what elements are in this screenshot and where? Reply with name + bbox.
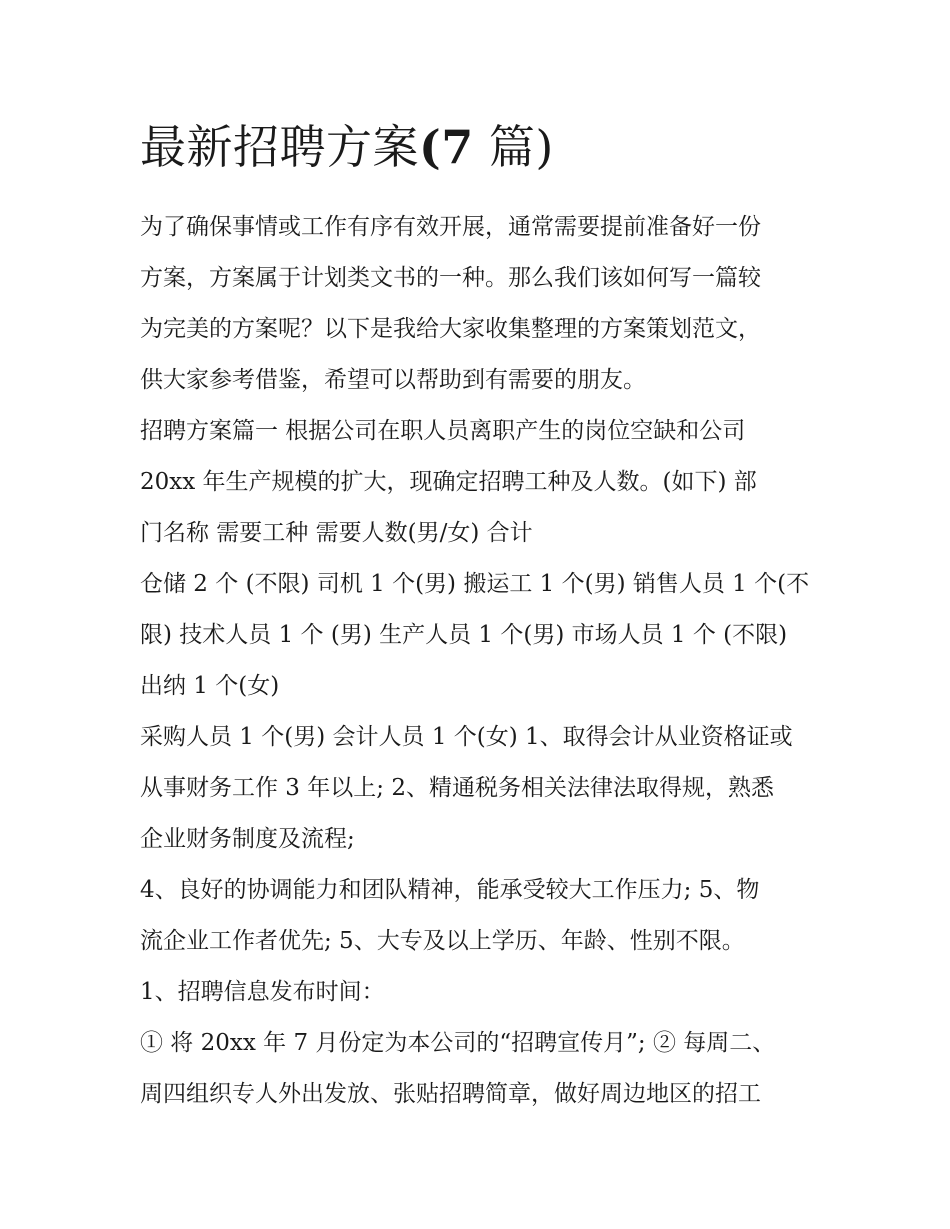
text-line-3: 为完美的方案呢？以下是我给大家收集整理的方案策划范文， (140, 316, 761, 342)
title-paren: (7 (419, 120, 474, 174)
text-line-14: 4、良好的协调能力和团队精神，能承受较大工作压力; 5、物 (140, 877, 760, 903)
text-line-5: 招聘方案篇一 根据公司在职人员离职产生的岗位空缺和公司 (140, 418, 746, 444)
text-line-18: 周四组织专人外出发放、张贴招聘简章，做好周边地区的招工 (140, 1081, 761, 1107)
text-line-12: 从事财务工作 3 年以上; 2、精通税务相关法律法取得规，熟悉 (140, 775, 774, 801)
title-main: 最新招聘方案 (140, 120, 419, 174)
text-line-16: 1、招聘信息发布时间： (140, 979, 385, 1005)
text-line-13: 企业财务制度及流程; (140, 826, 355, 852)
text-line-1: 为了确保事情或工作有序有效开展，通常需要提前准备好一份 (140, 214, 761, 240)
text-line-15: 流企业工作者优先; 5、大专及以上学历、年龄、性别不限。 (140, 928, 745, 954)
document-title (140, 112, 820, 182)
text-line-6: 20xx 年生产规模的扩大，现确定招聘工种及人数。(如下) 部 (140, 469, 757, 495)
text-line-4: 供大家参考借鉴，希望可以帮助到有需要的朋友。 (140, 367, 646, 393)
text-line-17: ① 将 20xx 年 7 月份定为本公司的“招聘宣传月”; ② 每周二、 (140, 1030, 776, 1056)
text-line-2: 方案，方案属于计划类文书的一种。那么我们该如何写一篇较 (140, 265, 761, 291)
text-line-8: 仓储 2 个 (不限) 司机 1 个(男) 搬运工 1 个(男) 销售人员 1 个(不 (140, 571, 810, 597)
title-end: 篇) (488, 120, 554, 174)
document-page (140, 112, 820, 1120)
text-line-7: 门名称 需要工种 需要人数(男/女) 合计 (140, 520, 533, 546)
text-line-10: 出纳 1 个(女) (140, 673, 280, 699)
text-line-9: 限) 技术人员 1 个 (男) 生产人员 1 个(男) 市场人员 1 个 (不限) (140, 622, 788, 648)
text-line-11: 采购人员 1 个(男) 会计人员 1 个(女) 1、取得会计从业资格证或 (140, 724, 793, 750)
